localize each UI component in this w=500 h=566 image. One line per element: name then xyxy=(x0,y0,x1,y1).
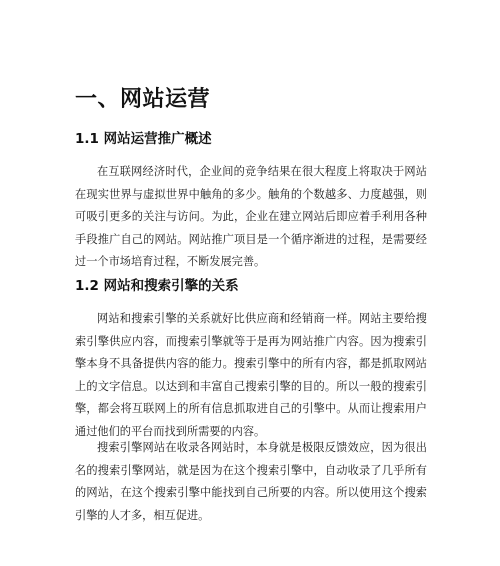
section-heading: 1.2 网站和搜索引擎的关系 xyxy=(75,278,239,294)
section-paragraph: 在互联网经济时代，企业间的竞争结果在很大程度上将取决于网站在现实世界与虚拟世界中触角的多少。触角的个数越多、力度越强，则可吸引更多的关注与访问。为此，企业在建立网站后即应着手利用各种手段推广自己的网站。网站推广项目是一个循序渐进的过程，是需要经过一个市场培育过程，不断发展完善。 xyxy=(75,165,427,268)
section-paragraph: 搜索引擎网站在收录各网站时，本身就是极限反馈效应，因为很出名的搜索引擎网站，就是因为在这个搜索引擎中，自动收录了几乎所有的网站，在这个搜索引擎中能找到自己所要的内容。所以使用这个搜索引擎的人才多，相互促进。 xyxy=(75,441,427,522)
chapter-heading: 一、网站运营 xyxy=(75,87,211,112)
section-heading: 1.1 网站运营推广概述 xyxy=(75,131,212,147)
section-paragraph: 网站和搜索引擎的关系就好比供应商和经销商一样。网站主要给搜索引擎供应内容，而搜索引擎就等于是再为网站推广内容。因为搜索引擎本身不具备提供内容的能力。搜索引擎中的所有内容，都是抓取网站上的文字信息。以达到和丰富自己搜索引擎的目的。所以一般的搜索引擎，都会将互联网上的所有信息抓取进自己的引擎中。从而让搜索用户通过他们的平台而找到所需要的内容。 xyxy=(75,312,427,438)
